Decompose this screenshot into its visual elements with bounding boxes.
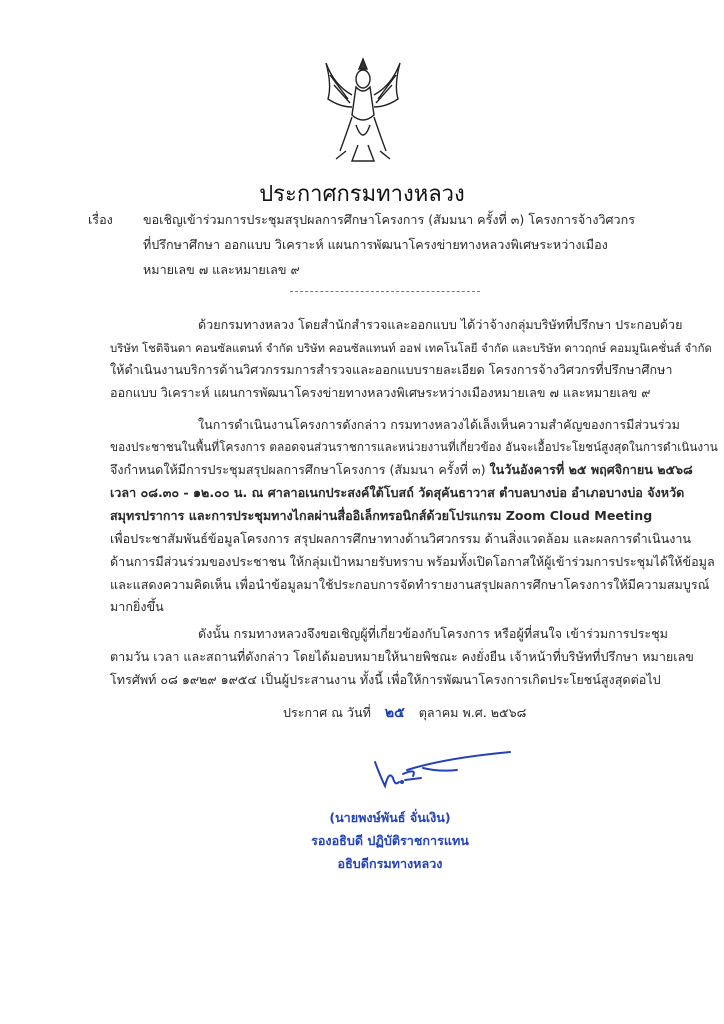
paragraph-line: โทรศัพท์ ๐๘ ๑๙๒๙ ๑๙๕๔ เป็นผู้ประสานงาน ทั้งนี้ เพื่อให้การพัฒนาโครงการเกิดประโยชน์สูงสุดต่อไป [110,672,661,687]
date-month-year: ตุลาคม พ.ศ. ๒๕๖๘ [418,705,527,720]
signature-icon [365,748,515,793]
paragraph-line: ในการดำเนินงานโครงการดังกล่าว กรมทางหลวงได้เล็งเห็นความสำคัญของการมีส่วนร่วม [198,417,680,432]
date-prefix: ประกาศ ณ วันที่ [283,705,371,720]
paragraph-line: ด้วยกรมทางหลวง โดยสำนักสำรวจและออกแบบ ได้ว่าจ้างกลุ่มบริษัทที่ปรึกษา ประกอบด้วย [198,317,683,332]
page-title: ประกาศกรมทางหลวง [259,182,465,207]
paragraph-line: บริษัท โชติจินดา คอนซัลแตนท์ จำกัด บริษัท คอนซัลแทนท์ ออฟ เทคโนโลยี จำกัด และบริษัท ดาวฤกษ์ คอมมูนิเคชั่นส์ จำกัด [110,341,712,355]
paragraph-line: มากยิ่งขึ้น [110,599,164,614]
signer-position: รองอธิบดี ปฏิบัติราชการแทน [311,833,469,848]
paragraph-line: ด้านการมีส่วนร่วมของประชาชน ให้กลุ่มเป้าหมายรับทราบ พร้อมทั้งเปิดโอกาสให้ผู้เข้าร่วมการประชุมได้ให้ข้อมูล [110,554,715,569]
garuda-emblem-icon [322,55,404,167]
signer-name: (นายพงษ์พันธ์ จั่นเงิน) [329,810,451,825]
paragraph-text: จึงกำหนดให้มีการประชุมสรุปผลการศึกษาโครงการ (สัมมนา ครั้งที่ ๓) [110,462,490,477]
meeting-time-place: เวลา ๐๘.๓๐ - ๑๒.๐๐ น. ณ ศาลาอเนกประสงค์ใต้โบสถ์ วัดสุคันธาวาส ตำบลบางบ่อ อำเภอบางบ่อ จังหวัด [110,485,685,500]
paragraph-line: และแสดงความคิดเห็น เพื่อนำข้อมูลมาใช้ประกอบการจัดทำรายงานสรุปผลการศึกษาโครงการให้มีความสมบูรณ์ [110,577,710,592]
meeting-online: สมุทรปราการ และการประชุมทางไกลผ่านสื่ออิเล็กทรอนิกส์ด้วยโปรแกรม Zoom Cloud Meeting [110,508,653,523]
divider [290,291,480,292]
paragraph-line [110,462,693,478]
announcement-date [283,705,526,721]
subject-line: ที่ปรึกษาศึกษา ออกแบบ วิเคราะห์ แผนการพัฒนาโครงข่ายทางหลวงพิเศษระหว่างเมือง [143,237,608,252]
paragraph-line: ของประชาชนในพื้นที่โครงการ ตลอดจนส่วนราชการและหน่วยงานที่เกี่ยวข้อง อันจะเอื้อประโยชน์สูงสุดในการดำเนินงาน [110,440,718,454]
signer-position: อธิบดีกรมทางหลวง [337,856,443,871]
meeting-date: ในวันอังคารที่ ๒๕ พฤศจิกายน ๒๕๖๘ [489,462,693,477]
paragraph-line: ให้ดำเนินงานบริการด้านวิศวกรรมการสำรวจและออกแบบรายละเอียด โครงการจ้างวิศวกรที่ปรึกษาศึกษา [110,362,673,377]
subject-line: หมายเลข ๗ และหมายเลข ๙ [143,262,300,277]
paragraph-line: ออกแบบ วิเคราะห์ แผนการพัฒนาโครงข่ายทางหลวงพิเศษระหว่างเมืองหมายเลข ๗ และหมายเลข ๙ [110,385,651,400]
date-day: ๒๕ [384,705,405,721]
paragraph-line: เพื่อประชาสัมพันธ์ข้อมูลโครงการ สรุปผลการศึกษาทางด้านวิศวกรรม ด้านสิ่งแวดล้อม และผลการดำเนินงาน [110,531,692,546]
paragraph-line: ตามวัน เวลา และสถานที่ดังกล่าว โดยได้มอบหมายให้นายพิชณะ คงยั่งยืน เจ้าหน้าที่บริษัทที่ปรึกษา หมายเลข [110,649,694,664]
subject-line: ขอเชิญเข้าร่วมการประชุมสรุปผลการศึกษาโครงการ (สัมมนา ครั้งที่ ๓) โครงการจ้างวิศวกร [143,212,636,227]
paragraph-line: ดังนั้น กรมทางหลวงจึงขอเชิญผู้ที่เกี่ยวข้องกับโครงการ หรือผู้ที่สนใจ เข้าร่วมการประชุม [198,626,668,641]
subject-label: เรื่อง [88,212,113,227]
